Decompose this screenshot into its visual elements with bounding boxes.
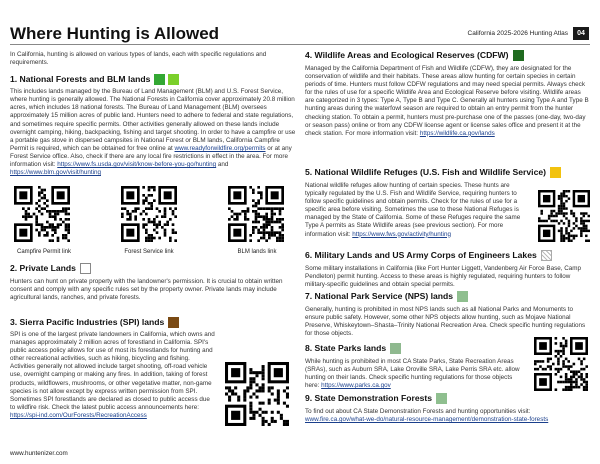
page-number-badge: 04 <box>573 27 589 40</box>
spi-recreation-link[interactable]: https://spi-ind.com/OurForests/RecreationAccess <box>10 411 147 419</box>
campfire-permit-link[interactable]: www.readyforwildfire.org/permits <box>174 144 266 152</box>
national-forest-color-swatch <box>154 74 165 85</box>
header-divider <box>10 44 590 45</box>
cdfw-lands-link[interactable]: https://wildlife.ca.gov/lands <box>419 129 495 137</box>
blm-lands-caption: BLM lands link <box>237 249 277 255</box>
spi-qr-code[interactable] <box>225 362 289 426</box>
military-lands-color-swatch <box>541 250 552 261</box>
state-parks-color-swatch <box>390 343 401 354</box>
blm-color-swatch <box>168 74 179 85</box>
section-4-heading: 4. Wildlife Areas and Ecological Reserves (CDFW) <box>305 49 590 61</box>
section-3-body: SPI is one of the largest private landowners in California, which owns and manages approximately 2 million acres of forestland in California. SPI's public access policy allows for use of most its forestlands for hunting and other recreational activities, such as hiking, bicycling and fishing. Activities generally not allowed include target shooting, off-road vehicle use, overnight camping or making any fires. In addition, taking of forest products, wildflowers, mushrooms, or other vegetative matter, non-game species is not allow except by express written permission from SPI. Sometimes SPI forestlands are declared as closed to public access due to wildfire risk. Check the latest public access announcements here: https://spi-ind.com/OurForests/RecreationAccess <box>10 331 215 419</box>
demonstration-forests-link[interactable]: www.fire.ca.gov/what-we-do/natural-resource-management/demonstration-state-forests <box>305 416 549 424</box>
section-7-heading: 7. National Park Service (NPS) lands <box>305 290 590 302</box>
page-header <box>0 0 600 46</box>
section-6 <box>305 249 590 289</box>
blm-lands-qr-code[interactable] <box>228 186 284 242</box>
section-2-heading: 2. Private Lands <box>10 262 297 274</box>
spi-color-swatch <box>168 317 179 328</box>
wildlife-refuge-color-swatch <box>550 167 561 178</box>
section-1-heading: 1. National Forests and BLM lands <box>10 73 297 85</box>
section-9-heading: 9. State Demonstration Forests <box>305 392 590 404</box>
campfire-permit-caption: Campfire Permit link <box>16 249 71 255</box>
section-9 <box>305 392 590 424</box>
section-2 <box>10 262 297 302</box>
blm-link[interactable]: https://www.blm.gov/visit/hunting <box>10 169 101 177</box>
section-5-body: National wildlife refuges allow hunting of certain species. These hunts are typically regulated by the U.S. Fish and Wildlife Service, requiring hunters to follow specific guidelines and obtain permits. Check for the rules of use for a specific area before visiting. Sometimes the use to these National Refuges is managed by the State of California. Some of these Refuges require the same Type A permits as State Wildlife areas (see previous section). For more information visit: https://www.fws.gov/activity/hunting <box>305 182 521 238</box>
wildlife-areas-color-swatch <box>513 50 524 61</box>
section-7-body: Generally, hunting is prohibited in most NPS lands such as all National Parks and Monuments to ensure public safety. However, some other NPS objects allow hunting, such as Mojave National Preserve, Whiskeytown–Shasta–Trinity National Recreation Area. Check specific hunting regulations for those objects. <box>305 306 586 338</box>
nps-color-swatch <box>457 291 468 302</box>
section-6-body: Some military installations in California (like Fort Hunter Liggett, Vandenberg Air Force Base, Camp Pendleton) permit hunting. Access to these areas is highly regulated, requiring hunters to follow military-specific guidelines and obtain special permits. <box>305 265 582 289</box>
section-8-body: While hunting is prohibited in most CA State Parks, State Recreation Areas (SRAs), such as Auburn SRA, Lake Oroville SRA, Lake Perris SRA etc. allow hunting on their lands. Check specific hunting regulations for those objects here: https://www.parks.ca.gov <box>305 358 520 390</box>
section-5-heading: 5. National Wildlife Refuges (U.S. Fish and Wildlife Service) <box>305 166 590 178</box>
section-3-heading: 3. Sierra Pacific Industries (SPI) lands <box>10 316 297 328</box>
section-2-body: Hunters can hunt on private property with the landowner's permission. It is crucial to obtain written consent and comply with any specific rules set by the property owner. Private lands may include agricultural lands, ranches, and private forests. <box>10 278 283 302</box>
section-4-body: Managed by the California Department of Fish and Wildlife (CDFW), they are designated for the conservation of wildlife and their habitats. These areas allow hunting for certain species in certain periods of time. Hunters must follow CDFW regulations and may need special permits. Always check for the rules of use for a specific Wildlife Area and Ecological Reserve before visiting. Wildlife areas are categorized in 3 types: Type A, Type B and Type C. Generally all hunters using Type A and Type B hunting areas during the waterfowl season are required to obtain an entry permit from the hunter checking station. To obtain a permit, hunters must pre-purchase one of the passes (one-day, two-day or season pass) online or from any CDFW license agent or license sales office and present it at the check station. For more information visit: https://wildlife.ca.gov/lands <box>305 65 589 137</box>
fws-hunting-link[interactable]: https://www.fws.gov/activity/hunting <box>352 230 451 238</box>
state-parks-link[interactable]: https://www.parks.ca.gov <box>321 382 391 390</box>
campfire-permit-qr-code[interactable] <box>14 186 70 242</box>
private-lands-color-swatch <box>80 263 91 274</box>
forest-service-link[interactable]: https://www.fs.usda.gov/visit/know-before-you-go/hunting <box>57 161 217 169</box>
section-7 <box>305 290 590 338</box>
footer-website: www.huntenizer.com <box>10 450 68 457</box>
forest-service-caption: Forest Service link <box>124 249 174 255</box>
section-8-heading: 8. State Parks lands <box>305 342 590 354</box>
section-9-body: To find out about CA State Demonstration Forests and hunting opportunities visit: www.fire.ca.gov/what-we-do/natural-resource-management/demonstration-state-forests <box>305 408 549 424</box>
left-column <box>10 51 297 177</box>
page-title: Where Hunting is Allowed <box>10 24 220 43</box>
section-1-body: This includes lands managed by the Bureau of Land Management (BLM) and U.S. Forest Service, where hunting is generally allowed. The National Forests in California cover approximately 20.8 million acres, which includes 18 national forests. The Bureau of Land Management (BLM) oversees approximately 15 million acres of public land. Hunters need to adhere to federal and state regulations, and sometimes require specific permits. Other activities generally allowed on these lands include overnight camping, hiking, backpacking, fishing and target shooting. In order to have a campfire or use a portable gas stove in dispersed campsites in National Forest or BLM lands, California Campfire Permit is required, which can be obtained for free online at www.readyforwildfire.org/permits or at any Forest Service office. Also, check if there are any local fire restrictions in effect in the area. For more information visit: https://www.fs.usda.gov/visit/know-before-you-go/hunting and https://www.blm.gov/visit/hunting <box>10 88 296 177</box>
forest-service-qr-code[interactable] <box>121 186 177 242</box>
guide-label: California 2025-2026 Hunting Atlas <box>467 30 568 37</box>
state-parks-qr-code[interactable] <box>534 337 588 391</box>
intro-text: In California, hunting is allowed on various types of lands, each with specific regulations and requirements. <box>10 51 267 67</box>
demonstration-forest-color-swatch <box>436 393 447 404</box>
right-column <box>305 49 590 138</box>
fws-qr-code[interactable] <box>538 190 590 242</box>
section-6-heading: 6. Military Lands and US Army Corps of Engineers Lakes <box>305 249 590 261</box>
